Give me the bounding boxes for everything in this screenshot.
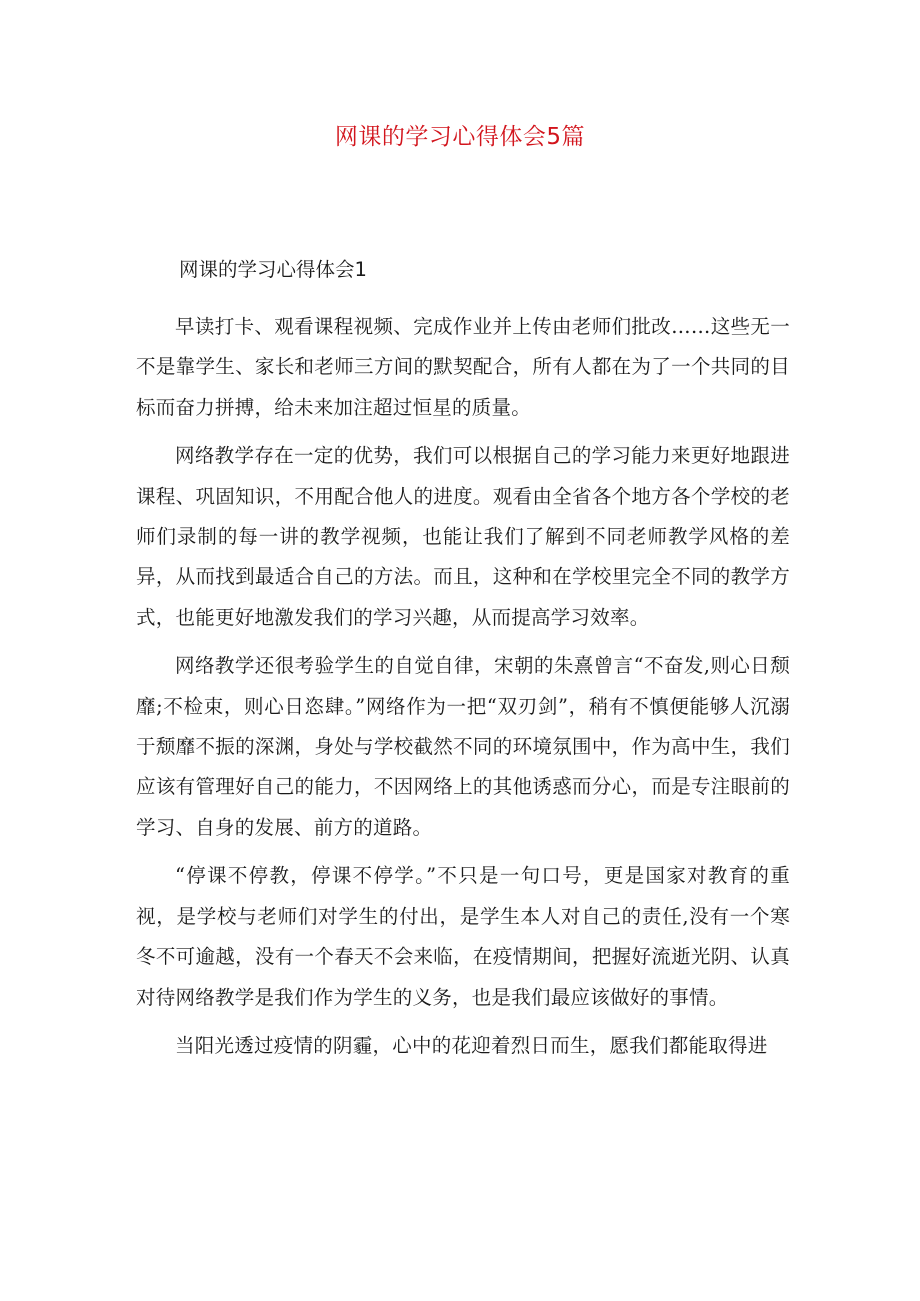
paragraph-5: 当阳光透过疫情的阴霾，心中的花迎着烈日而生，愿我们都能取得进 bbox=[175, 1033, 768, 1057]
paragraph-1: 早读打卡、观看课程视频、完成作业并上传由老师们批改……这些无一不是靠学生、家长和老师三方间的默契配合，所有人都在为了一个共同的目标而奋力拼搏，给未来加注超过恒星的质量。 bbox=[136, 315, 790, 419]
paragraph-4: “停课不停教，停课不停学。”不只是一句口号，更是国家对教育的重视，是学校与老师们对学生的付出，是学生本人对自己的责任,没有一个寒冬不可逾越，没有一个春天不会来临，在疫情期间，把握好流逝光阴、认真对待网络教学是我们作为学生的义务，也是我们最应该做好的事情。 bbox=[136, 864, 790, 1009]
section-heading: 网课的学习心得体会1 bbox=[179, 258, 367, 281]
document-title: 网课的学习心得体会5篇 bbox=[334, 124, 586, 150]
paragraph-2: 网络教学存在一定的优势，我们可以根据自己的学习能力来更好地跟进课程、巩固知识，不用配合他人的进度。观看由全省各个地方各个学校的老师们录制的每一讲的教学视频，也能让我们了解到不同老师教学风格的差异，从而找到最适合自己的方法。而且，这种和在学校里完全不同的教学方式，也能更好地激发我们的学习兴趣，从而提高学习效率。 bbox=[136, 444, 790, 629]
paragraph-3: 网络教学还很考验学生的自觉自律，宋朝的朱熹曾言“不奋发,则心日颓靡;不检束，则心日恣肆。”网络作为一把“双刃剑”，稍有不慎便能够人沉溺于颓靡不振的深渊，身处与学校截然不同的环境氛围中，作为高中生，我们应该有管理好自己的能力，不因网络上的其他诱惑而分心，而是专注眼前的学习、自身的发展、前方的道路。 bbox=[136, 654, 790, 839]
document-body bbox=[136, 257, 790, 1066]
